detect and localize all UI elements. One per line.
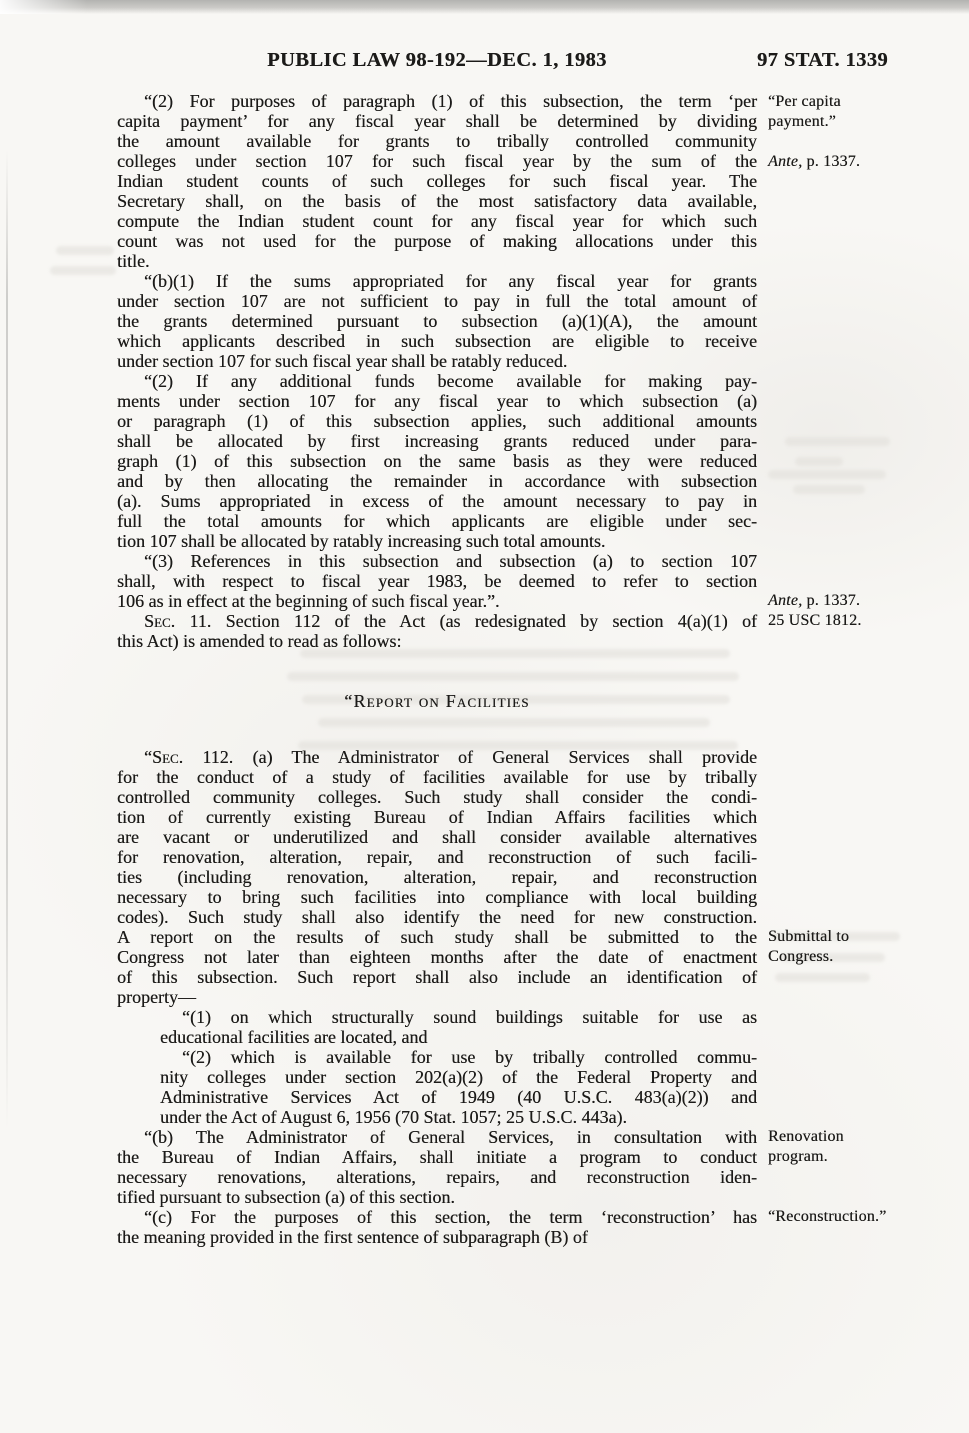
text-line: “(b) The Administrator of General Services, in consultation with bbox=[144, 1127, 757, 1147]
scan-edge-band bbox=[0, 0, 969, 14]
text-line: “(c) For the purposes of this section, the term ‘reconstruction’ has bbox=[144, 1207, 757, 1227]
body-column bbox=[117, 91, 757, 1247]
text-line: Congress not later than eighteen months after the date of enactment bbox=[117, 947, 757, 967]
text-line: 106 as in effect at the beginning of such fiscal year.”. bbox=[117, 591, 500, 611]
text-line: capita payment’ for any fiscal year shall be determined by dividing bbox=[117, 111, 757, 131]
para-b1-insufficient-sums bbox=[117, 271, 757, 371]
margin-note-line: Ante, p. 1337. bbox=[768, 592, 861, 609]
bleed-through-artifact bbox=[793, 485, 865, 494]
text-line: under the Act of August 6, 1956 (70 Stat. 1057; 25 U.S.C. 443a). bbox=[160, 1107, 627, 1127]
bleed-through-artifact bbox=[785, 437, 890, 446]
para-3-references bbox=[117, 551, 757, 611]
text-line: “Sec. 112. (a) The Administrator of General Services shall provide bbox=[144, 747, 757, 767]
note-renovation-program bbox=[768, 1127, 928, 1166]
bleed-through-artifact bbox=[56, 246, 114, 255]
text-line: under section 107 for such fiscal year shall be ratably reduced. bbox=[117, 351, 568, 371]
text-line: “(2) For purposes of paragraph (1) of this subsection, the term ‘per bbox=[144, 91, 757, 111]
item-2-available-property bbox=[160, 1047, 757, 1127]
text-line: “(2) which is available for use by tribally controlled commu- bbox=[182, 1047, 757, 1067]
running-head-law-title: PUBLIC LAW 98-192—DEC. 1, 1983 bbox=[267, 49, 607, 71]
text-line: Indian student counts of such colleges for such fiscal year. The bbox=[117, 171, 757, 191]
text-line: or paragraph (1) of this subsection applies, such additional amounts bbox=[117, 411, 757, 431]
bleed-through-artifact bbox=[768, 470, 886, 479]
text-line: Secretary shall, on the basis of the most satisfactory data available, bbox=[117, 191, 757, 211]
text-line: for the conduct of a study of facilities available for use by tribally bbox=[117, 767, 757, 787]
margin-note-line: Submittal to bbox=[768, 928, 850, 945]
text-line: shall, with respect to fiscal year 1983, be deemed to refer to section bbox=[117, 571, 757, 591]
text-line: “(2) If any additional funds become available for making pay- bbox=[144, 371, 757, 391]
para-c-reconstruction-definition bbox=[117, 1207, 757, 1247]
text-line: “(3) References in this subsection and subsection (a) to section 107 bbox=[144, 551, 757, 571]
text-line: property— bbox=[117, 987, 196, 1007]
bleed-through-artifact bbox=[50, 266, 116, 275]
text-line: tion of currently existing Bureau of Indian Affairs facilities which bbox=[117, 807, 757, 827]
text-line: necessary renovations, alterations, repairs, and reconstruction iden- bbox=[117, 1167, 757, 1187]
text-line: count was not used for the purpose of making allocations under this bbox=[117, 231, 757, 251]
text-line: shall be allocated by first increasing grants reduced under para- bbox=[117, 431, 757, 451]
text-line: (a). Sums appropriated in excess of the amount necessary to pay in bbox=[117, 491, 757, 511]
text-line: are vacant or underutilized and shall consider available alternatives bbox=[117, 827, 757, 847]
text-line: the amount available for grants to tribally controlled community bbox=[117, 131, 757, 151]
text-line: “(1) on which structurally sound buildings suitable for use as bbox=[182, 1007, 757, 1027]
margin-note-line: Congress. bbox=[768, 947, 834, 965]
text-line: full the total amounts for which applicants are eligible under sec- bbox=[117, 511, 757, 531]
para-2-additional-funds bbox=[117, 371, 757, 551]
text-line: graph (1) of this subsection on the same basis as they were reduced bbox=[117, 451, 757, 471]
margin-note-line: “Reconstruction.” bbox=[768, 1208, 887, 1225]
text-line: “Report on Facilities bbox=[344, 691, 530, 711]
text-line: the grants determined pursuant to subsection (a)(1)(A), the amount bbox=[117, 311, 757, 331]
bleed-through-artifact bbox=[775, 973, 870, 982]
para-b-renovation-program bbox=[117, 1127, 757, 1207]
note-ante-p1337-usc bbox=[768, 591, 928, 630]
text-line: Sec. 11. Section 112 of the Act (as redesignated by section 4(a)(1) of bbox=[144, 611, 757, 631]
report-on-facilities-heading bbox=[117, 691, 757, 711]
para-sec-112-a bbox=[117, 747, 757, 1007]
text-line: tion 107 shall be allocated by ratably increasing such total amounts. bbox=[117, 531, 606, 551]
text-line: codes). Such study shall also identify the need for new construction. bbox=[117, 907, 757, 927]
margin-note-line: Renovation bbox=[768, 1128, 844, 1145]
para-per-capita-definition bbox=[117, 91, 757, 271]
text-line: for renovation, alteration, repair, and reconstruction of such facili- bbox=[117, 847, 757, 867]
margin-note-line: Ante, p. 1337. bbox=[768, 153, 861, 170]
text-line: under section 107 are not sufficient to pay in full the total amount of bbox=[117, 291, 757, 311]
margin-note-line: program. bbox=[768, 1147, 828, 1165]
note-per-capita-payment bbox=[768, 92, 928, 131]
text-line: controlled community colleges. Such study shall consider the condi- bbox=[117, 787, 757, 807]
bleed-through-artifact bbox=[795, 457, 843, 466]
text-line: tified pursuant to subsection (a) of this section. bbox=[117, 1187, 455, 1207]
margin-note-line: 25 USC 1812. bbox=[768, 611, 862, 629]
margin-note-line: payment.” bbox=[768, 112, 836, 130]
text-line: “(b)(1) If the sums appropriated for any fiscal year for grants bbox=[144, 271, 757, 291]
text-line: the Bureau of Indian Affairs, shall initiate a program to conduct bbox=[117, 1147, 757, 1167]
item-1-structurally-sound bbox=[160, 1007, 757, 1047]
text-line: which applicants described in such subsection are eligible to receive bbox=[117, 331, 757, 351]
text-line: of this subsection. Such report shall also include an identification of bbox=[117, 967, 757, 987]
text-line: ties (including renovation, alteration, repair, and reconstruction bbox=[117, 867, 757, 887]
text-line: title. bbox=[117, 251, 150, 271]
text-line: colleges under section 107 for such fiscal year by the sum of the bbox=[117, 151, 757, 171]
text-line: nity colleges under section 202(a)(2) of the Federal Property and bbox=[160, 1067, 757, 1087]
text-line: necessary to bring such facilities into compliance with local building bbox=[117, 887, 757, 907]
text-line: and by then allocating the remainder in accordance with subsection bbox=[117, 471, 757, 491]
text-line: the meaning provided in the first sentence of subparagraph (B) of bbox=[117, 1227, 588, 1247]
text-line: compute the Indian student count for any fiscal year for which such bbox=[117, 211, 757, 231]
margin-note-line: “Per capita bbox=[768, 93, 841, 110]
text-line: A report on the results of such study shall be submitted to the bbox=[117, 927, 757, 947]
note-submittal-congress bbox=[768, 927, 928, 966]
text-line: Administrative Services Act of 1949 (40 U.S.C. 483(a)(2)) and bbox=[160, 1087, 757, 1107]
note-ante-p1337-first bbox=[768, 152, 928, 172]
note-reconstruction bbox=[768, 1207, 928, 1227]
para-sec-11 bbox=[117, 611, 757, 651]
text-line: ments under section 107 for any fiscal year to which subsection (a) bbox=[117, 391, 757, 411]
running-head-stat-citation: 97 STAT. 1339 bbox=[757, 49, 889, 71]
text-line: this Act) is amended to read as follows: bbox=[117, 631, 402, 651]
text-line: educational facilities are located, and bbox=[160, 1027, 428, 1047]
scan-left-edge-artifact bbox=[6, 150, 8, 1130]
